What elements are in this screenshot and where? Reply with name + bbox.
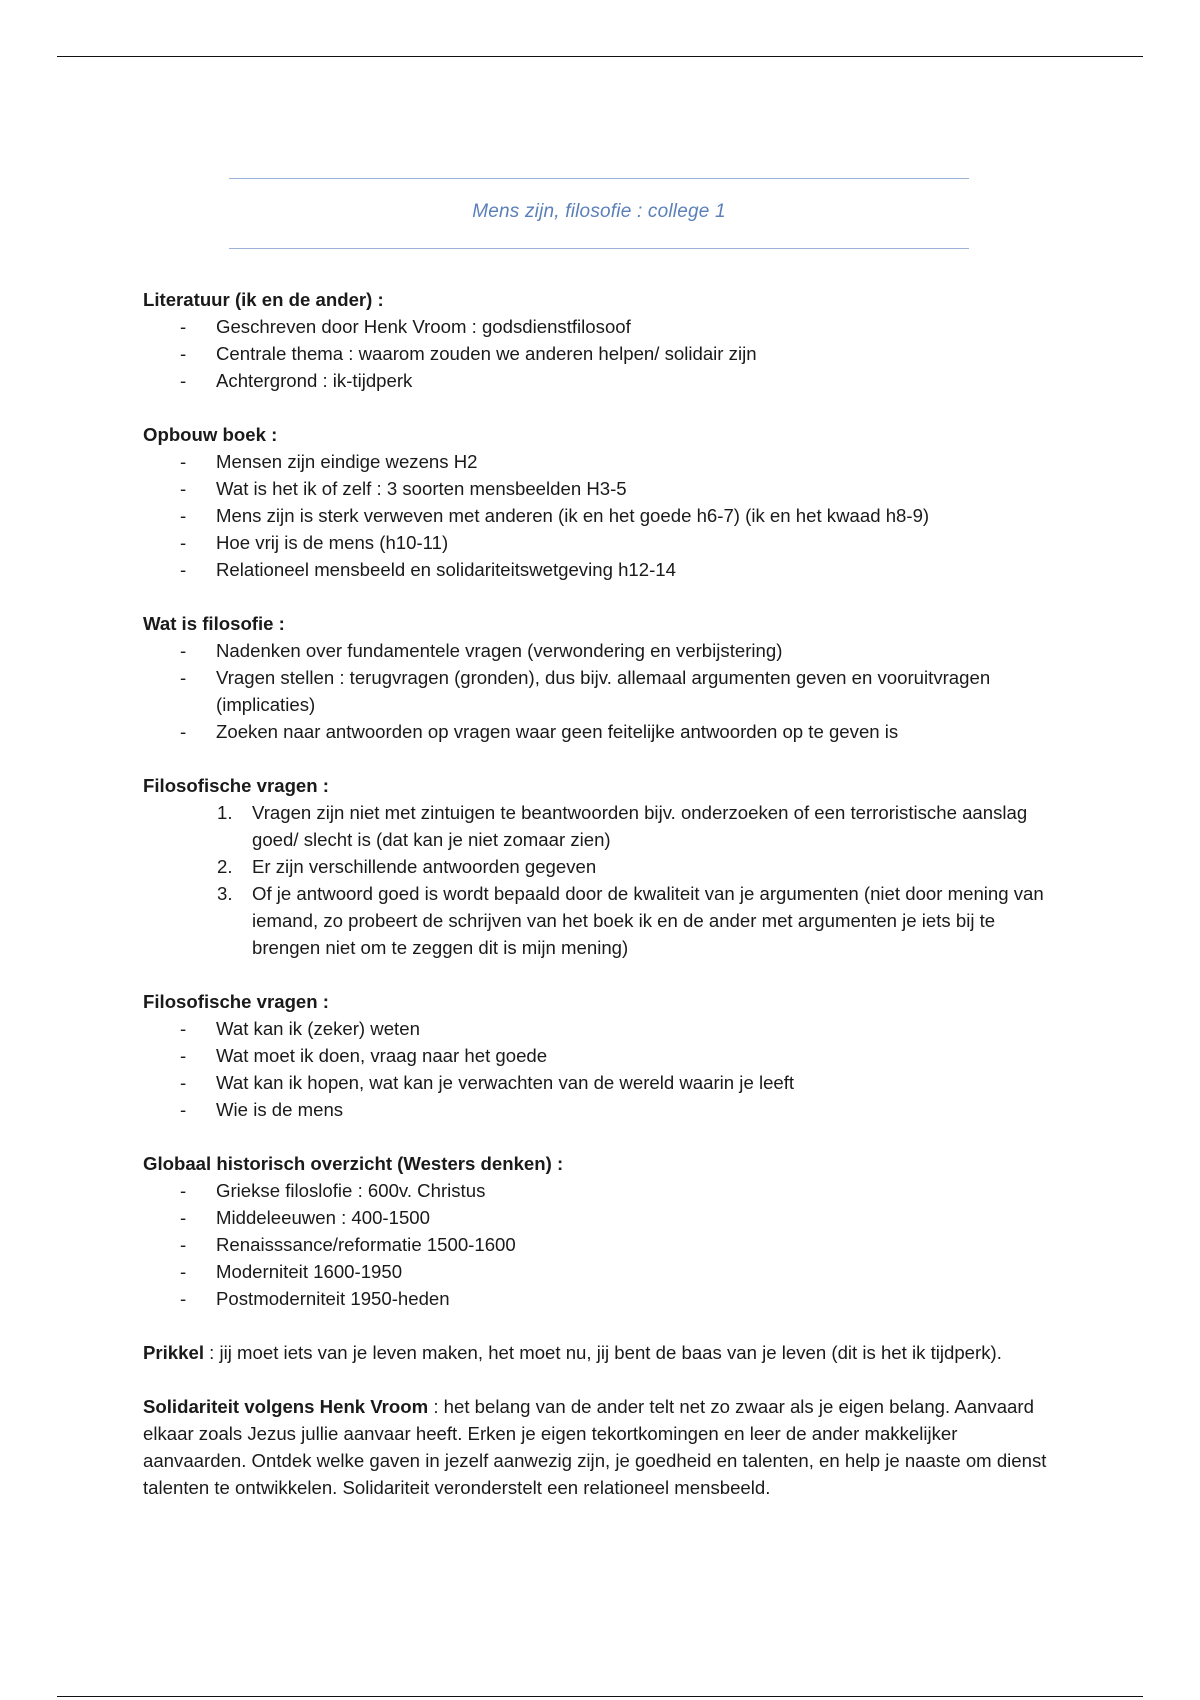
list-item: - Nadenken over fundamentele vragen (verwondering en verbijstering) (143, 637, 1063, 664)
list-item: - Wat kan ik (zeker) weten (143, 1015, 1063, 1042)
section-heading: Filosofische vragen : (143, 991, 329, 1012)
list-item: 3. Of je antwoord goed is wordt bepaald door de kwaliteit van je argumenten (niet door mening van iemand, zo probeert de schrijven van het boek ik en de ander met argumenten je iets bij te brengen niet om te zeggen dit is mijn mening) (143, 880, 1063, 961)
section-heading: Globaal historisch overzicht (Westers denken) : (143, 1153, 564, 1174)
section-opbouw-boek (143, 421, 1063, 583)
dash-bullet: - (180, 1180, 187, 1201)
document-body (143, 286, 1063, 1528)
list-item: - Achtergrond : ik-tijdperk (143, 367, 1063, 394)
document-title: Mens zijn, filosofie : college 1 (472, 201, 726, 222)
document-title-block (229, 178, 969, 250)
list-number: 2. (217, 856, 233, 877)
list-item: - Postmoderniteit 1950-heden (143, 1285, 1063, 1312)
dash-bullet: - (180, 1099, 187, 1120)
list-item: - Hoe vrij is de mens (h10-11) (143, 529, 1063, 556)
paragraph-text: : het belang van de ander telt net zo zwaar als je eigen belang. Aanvaard elkaar zoals Jezus jullie aanvaar heeft. Erken je eigen tekortkomingen en leer de ander makkelijker aanvaarden. Ontdek welke gaven in jezelf aanwezig zijn, je goedheid en talenten, en help je naaste om dienst talenten te ontwikkelen. Solidariteit veronderstelt een relationeel mensbeeld. (143, 1396, 1047, 1498)
section-filosofische-vragen-numbered (143, 772, 1063, 961)
list-item: - Geschreven door Henk Vroom : godsdienstfilosoof (143, 313, 1063, 340)
paragraph-solidariteit (143, 1393, 1063, 1501)
dash-bullet: - (180, 640, 187, 661)
dash-bullet: - (180, 1045, 187, 1066)
dash-bullet: - (180, 370, 187, 391)
paragraph-lead: Prikkel (143, 1342, 204, 1363)
numbered-list (143, 799, 1063, 961)
dash-bullet: - (180, 451, 187, 472)
dash-bullet: - (180, 1018, 187, 1039)
section-heading: Opbouw boek : (143, 424, 278, 445)
section-literatuur (143, 286, 1063, 394)
section-heading: Literatuur (ik en de ander) : (143, 289, 384, 310)
list-item: 2. Er zijn verschillende antwoorden gegeven (143, 853, 1063, 880)
list-item: - Wie is de mens (143, 1096, 1063, 1123)
dash-bullet: - (180, 505, 187, 526)
dash-bullet: - (180, 1288, 187, 1309)
section-heading: Filosofische vragen : (143, 775, 329, 796)
bullet-list (143, 313, 1063, 394)
dash-bullet: - (180, 559, 187, 580)
list-item: - Mensen zijn eindige wezens H2 (143, 448, 1063, 475)
body-paragraph (143, 1339, 1063, 1366)
paragraph-prikkel (143, 1339, 1063, 1366)
list-item: - Wat is het ik of zelf : 3 soorten mensbeelden H3-5 (143, 475, 1063, 502)
bullet-list (143, 637, 1063, 745)
dash-bullet: - (180, 478, 187, 499)
dash-bullet: - (180, 667, 187, 688)
dash-bullet: - (180, 316, 187, 337)
page-top-rule (57, 56, 1143, 57)
list-number: 3. (217, 883, 233, 904)
list-item: - Middeleeuwen : 400-1500 (143, 1204, 1063, 1231)
title-top-line (229, 178, 969, 179)
body-paragraph (143, 1393, 1063, 1501)
list-item: 1. Vragen zijn niet met zintuigen te beantwoorden bijv. onderzoeken of een terroristische aanslag goed/ slecht is (dat kan je niet zomaar zien) (143, 799, 1063, 853)
dash-bullet: - (180, 1261, 187, 1282)
list-item: - Wat kan ik hopen, wat kan je verwachten van de wereld waarin je leeft (143, 1069, 1063, 1096)
list-item: - Vragen stellen : terugvragen (gronden), dus bijv. allemaal argumenten geven en vooruitvragen (implicaties) (143, 664, 1063, 718)
dash-bullet: - (180, 1207, 187, 1228)
list-item: - Relationeel mensbeeld en solidariteitswetgeving h12-14 (143, 556, 1063, 583)
dash-bullet: - (180, 1234, 187, 1255)
dash-bullet: - (180, 1072, 187, 1093)
paragraph-lead: Solidariteit volgens Henk Vroom (143, 1396, 429, 1417)
list-item: - Centrale thema : waarom zouden we anderen helpen/ solidair zijn (143, 340, 1063, 367)
dash-bullet: - (180, 532, 187, 553)
bullet-list (143, 448, 1063, 583)
bullet-list (143, 1015, 1063, 1123)
section-heading: Wat is filosofie : (143, 613, 285, 634)
list-item: - Griekse filoslofie : 600v. Christus (143, 1177, 1063, 1204)
bullet-list (143, 1177, 1063, 1312)
list-number: 1. (217, 802, 233, 823)
paragraph-text: : jij moet iets van je leven maken, het moet nu, jij bent de baas van je leven (dit is het ik tijdperk). (204, 1342, 1002, 1363)
list-item: - Wat moet ik doen, vraag naar het goede (143, 1042, 1063, 1069)
title-bottom-line (229, 248, 969, 249)
list-item: - Renaisssance/reformatie 1500-1600 (143, 1231, 1063, 1258)
section-filosofische-vragen-bullets (143, 988, 1063, 1123)
list-item: - Zoeken naar antwoorden op vragen waar geen feitelijke antwoorden op te geven is (143, 718, 1063, 745)
page-bottom-rule (57, 1696, 1143, 1697)
dash-bullet: - (180, 343, 187, 364)
list-item: - Moderniteit 1600-1950 (143, 1258, 1063, 1285)
section-historisch-overzicht (143, 1150, 1063, 1312)
dash-bullet: - (180, 721, 187, 742)
section-wat-is-filosofie (143, 610, 1063, 745)
list-item: - Mens zijn is sterk verweven met anderen (ik en het goede h6-7) (ik en het kwaad h8-9) (143, 502, 1063, 529)
